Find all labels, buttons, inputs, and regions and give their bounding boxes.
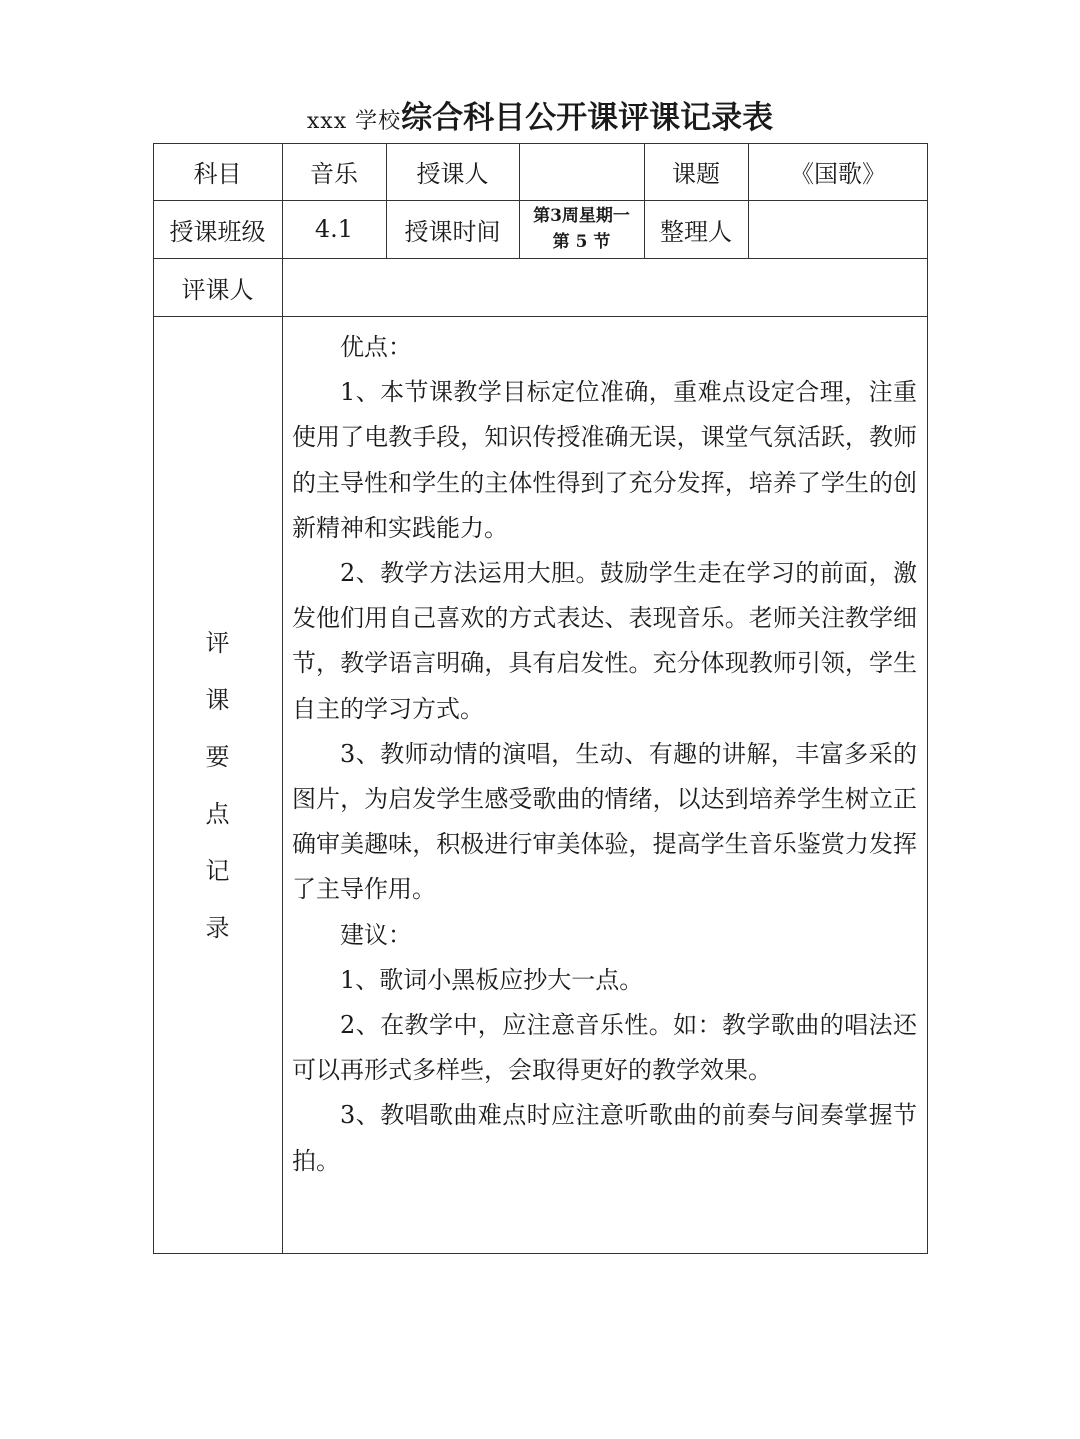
time-value [519, 200, 644, 258]
strength-item-2: 2、教学方法运用大胆。鼓励学生走在学习的前面，激发他们用自己喜欢的方式表达、表现音乐。老师关注教学细节，教学语言明确，具有启发性。充分体现教师引领，学生自主的学习方式。 [292, 559, 917, 723]
time-week-day: 第3周星期一 [533, 206, 630, 226]
reviewer-value [282, 258, 928, 316]
notes-label-char: 课 [205, 685, 230, 714]
notes-label [153, 317, 282, 1254]
notes-content [292, 325, 917, 1184]
topic-label: 课题 [672, 160, 720, 188]
time-period: 第 5 节 [552, 232, 611, 252]
organizer-value [748, 200, 928, 258]
notes-label-char: 要 [205, 742, 230, 771]
topic-value: 《国歌》 [790, 160, 886, 188]
reviewer-label: 评课人 [181, 275, 254, 304]
class-value: 4.1 [314, 215, 354, 243]
subject-value: 音乐 [310, 160, 358, 188]
strength-item-3: 3、教师动情的演唱，生动、有趣的讲解，丰富多采的图片，为启发学生感受歌曲的情绪，以达到培养学生树立正确审美趣味，积极进行审美体验，提高学生音乐鉴赏力发挥了主导作用。 [292, 739, 917, 904]
notes-label-char: 评 [205, 628, 230, 657]
notes-label-char: 记 [205, 856, 230, 885]
form-title: 综合科目公开课评课记录表 [401, 100, 774, 136]
suggestion-item-2: 2、在教学中，应注意音乐性。如：教学歌曲的唱法还可以再形式多样些，会取得更好的教学效果。 [292, 1011, 917, 1085]
page-title [0, 92, 1080, 137]
notes-label-char: 点 [205, 799, 230, 828]
subject-label: 科目 [193, 160, 242, 188]
strength-item-1: 1、本节课教学目标定位准确，重难点设定合理，注重使用了电教手段，知识传授准确无误，课堂气氛活跃，教师的主导性和学生的主体性得到了充分发挥，培养了学生的创新精神和实践能力。 [292, 378, 917, 542]
suggestions-heading: 建议： [340, 920, 412, 949]
teacher-value [519, 143, 644, 200]
school-name: xxx 学校 [306, 109, 402, 134]
class-label: 授课班级 [169, 217, 266, 246]
teacher-label: 授课人 [416, 160, 489, 188]
suggestion-item-3: 3、教唱歌曲难点时应注意听歌曲的前奏与间奏掌握节拍。 [292, 1101, 917, 1175]
evaluation-table [153, 143, 928, 1254]
suggestion-item-1: 1、歌词小黑板应抄大一点。 [340, 965, 644, 994]
organizer-label: 整理人 [660, 217, 732, 246]
notes-label-char: 录 [205, 913, 230, 942]
time-label: 授课时间 [404, 217, 501, 246]
strengths-heading: 优点： [340, 333, 412, 361]
